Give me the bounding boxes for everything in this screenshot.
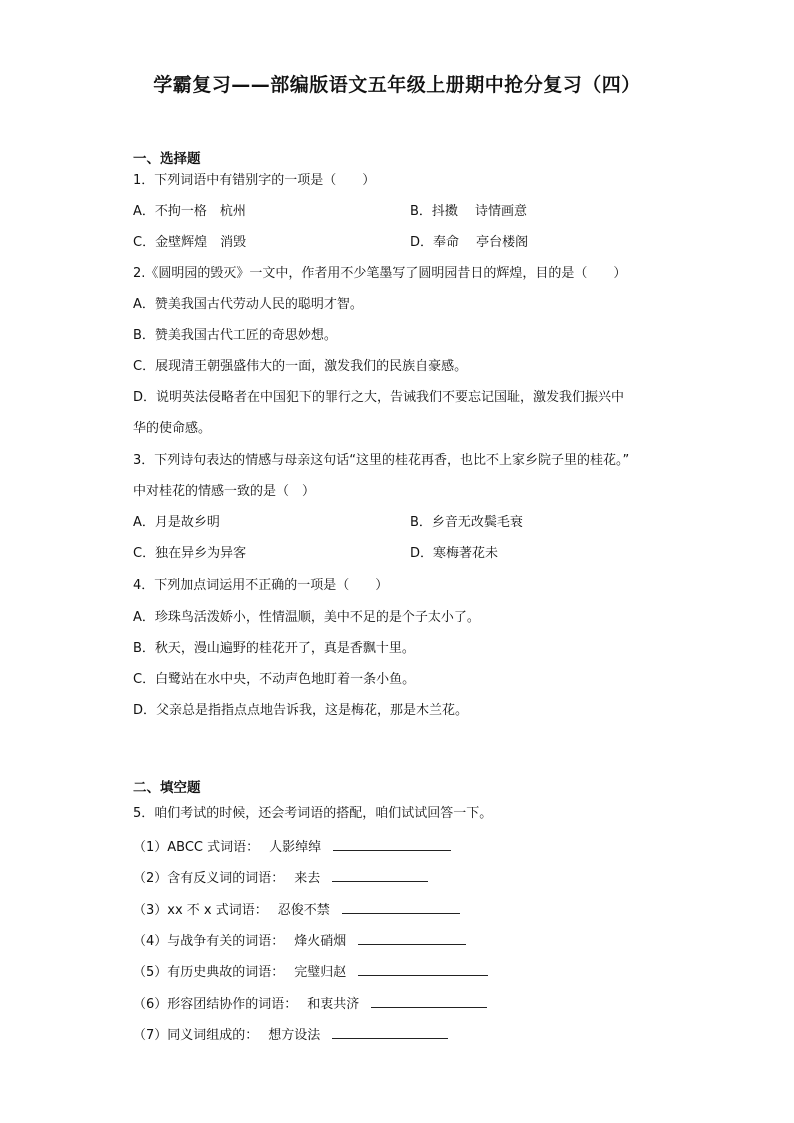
answer-blank[interactable] [333,837,451,851]
question-1-option-a: A．不拘一格 杭州 [133,204,246,219]
item-example: 烽火硝烟 [294,934,347,949]
item-example: 人影绰绰 [269,840,322,855]
question-3-option-d: D．寒梅著花未 [410,546,499,561]
question-5-item [133,962,488,981]
page-title: 学霸复习——部编版语文五年级上册期中抢分复习（四） [153,74,641,96]
item-example: 完璧归赵 [294,965,347,980]
question-2-stem: 2.《圆明园的毁灭》一文中，作者用不少笔墨写了圆明园昔日的辉煌，目的是（ ） [133,266,627,281]
item-example: 忍俊不禁 [277,903,330,918]
item-label: （1）ABCC 式词语： [133,840,260,855]
question-4-stem: 4．下列加点词运用不正确的一项是（ ） [133,578,389,593]
question-1-stem: 1．下列词语中有错别字的一项是（ ） [133,173,376,188]
item-label: （2）含有反义词的词语： [133,871,285,886]
section-heading-fill: 二、填空题 [133,780,201,796]
question-1-option-c: C．金壁辉煌 消毁 [133,235,247,250]
answer-blank[interactable] [358,931,466,945]
item-label: （6）形容团结协作的词语： [133,997,298,1012]
item-label: （4）与战争有关的词语： [133,934,285,949]
question-5-stem: 5．咱们考试的时候，还会考词语的搭配，咱们试试回答一下。 [133,806,493,821]
question-3-option-c: C．独在异乡为异客 [133,546,247,561]
item-label: （5）有历史典故的词语： [133,965,285,980]
section-heading-choice: 一、选择题 [133,151,201,167]
question-4-option-a: A．珍珠鸟活泼娇小，性情温顺，美中不足的是个子太小了。 [133,610,480,625]
question-3-option-b: B．乡音无改鬓毛衰 [410,515,523,530]
question-3-stem-line2: 中对桂花的情感一致的是（ ） [133,484,316,499]
question-2-option-d-line2: 华的使命感。 [133,421,212,436]
question-4-option-c: C．白鹭站在水中央，不动声色地盯着一条小鱼。 [133,672,416,687]
question-4-option-d: D．父亲总是指指点点地告诉我，这是梅花，那是木兰花。 [133,703,469,718]
question-5-item [133,900,460,919]
question-5-item [133,1025,448,1044]
question-4-option-b: B．秋天，漫山遍野的桂花开了，真是香飘十里。 [133,641,415,656]
question-1-option-d: D．奉命 亭台楼阁 [410,235,529,250]
question-5-item [133,994,487,1013]
question-5-item [133,837,451,856]
question-2-option-a: A．赞美我国古代劳动人民的聪明才智。 [133,297,363,312]
answer-blank[interactable] [332,868,428,882]
item-example: 来去 [294,871,321,886]
question-2-option-c: C．展现清王朝强盛伟大的一面，激发我们的民族自豪感。 [133,359,468,374]
item-example: 和衷共济 [307,997,360,1012]
answer-blank[interactable] [358,962,488,976]
question-5-item [133,931,466,950]
question-3-stem-line1: 3．下列诗句表达的情感与母亲这句话“这里的桂花再香，也比不上家乡院子里的桂花。” [133,453,630,468]
question-3-option-a: A．月是故乡明 [133,515,220,530]
answer-blank[interactable] [371,994,487,1008]
answer-blank[interactable] [342,900,460,914]
question-2-option-b: B．赞美我国古代工匠的奇思妙想。 [133,328,337,343]
question-5-item [133,868,428,887]
answer-blank[interactable] [332,1025,448,1039]
item-example: 想方设法 [268,1028,321,1043]
question-2-option-d-line1: D．说明英法侵略者在中国犯下的罪行之大，告诫我们不要忘记国耻，激发我们振兴中 [133,390,625,405]
item-label: （3）xx 不 x 式词语： [133,903,268,918]
item-label: （7）同义词组成的： [133,1028,259,1043]
question-1-option-b: B．抖擞 诗情画意 [410,204,528,219]
